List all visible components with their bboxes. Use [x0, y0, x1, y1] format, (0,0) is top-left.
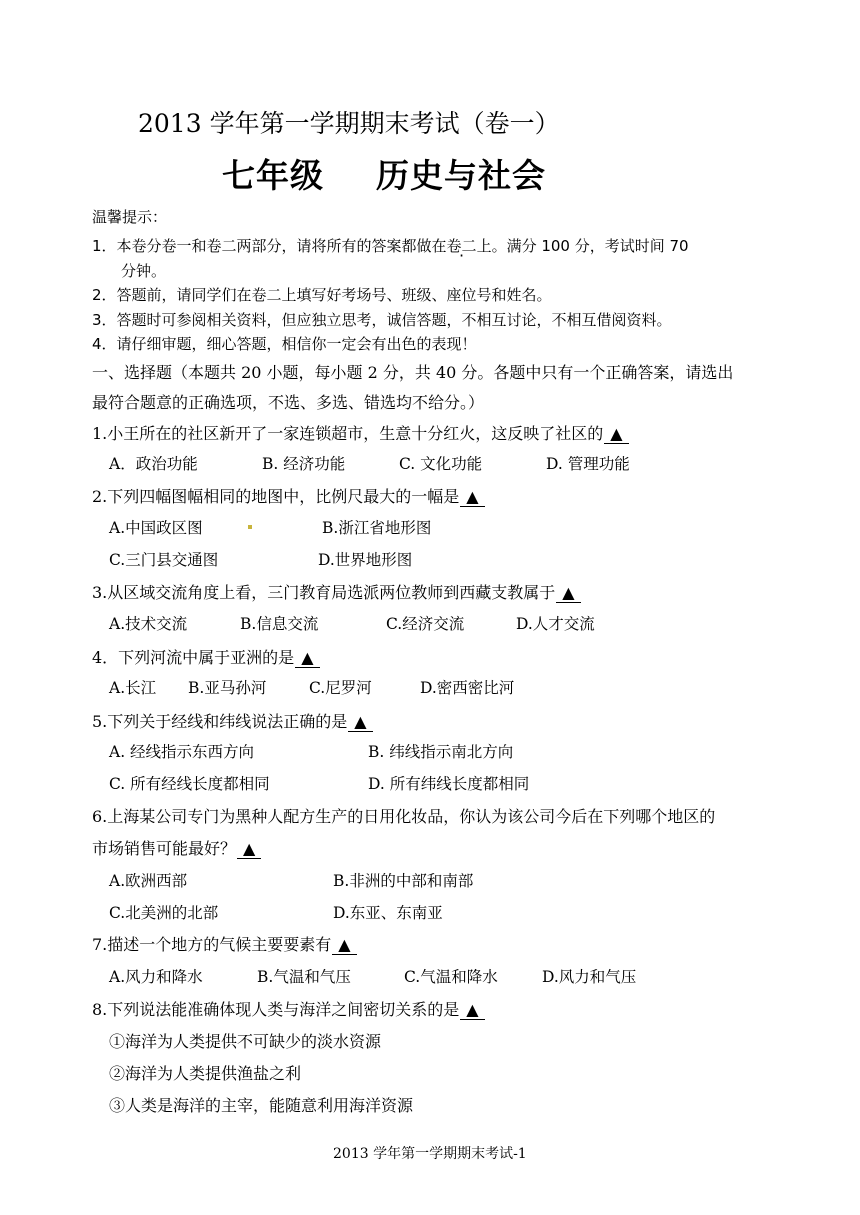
- notice-item-4: 4．请仔细审题，细心答题，相信你一定会有出色的表现！: [92, 335, 477, 353]
- q8-statement-3: ③人类是海洋的主宰，能随意利用海洋资源: [109, 1096, 414, 1115]
- q5-option-c: C. 所有经线长度都相同: [109, 775, 270, 793]
- q5-option-d: D. 所有纬线长度都相同: [368, 775, 530, 793]
- q3-option-d: D.人才交流: [516, 615, 595, 633]
- notice-item-1-emphasis: 卷二: [446, 237, 477, 255]
- notice-item-3: 3．答题时可参阅相关资料，但应独立思考，诚信答题，不相互讨论，不相互借阅资料。: [92, 311, 672, 329]
- q6-option-a: A.欧洲西部: [109, 872, 188, 890]
- question-7-text: 7.描述一个地方的气候主要要素有: [92, 935, 332, 954]
- answer-blank-6: ▲: [237, 840, 261, 859]
- notice-item-1: [92, 235, 689, 256]
- answer-blank-8: ▲: [460, 1001, 484, 1020]
- answer-blank-4: ▲: [295, 649, 319, 668]
- q6-option-c: C.北美洲的北部: [109, 904, 219, 922]
- stray-dot: [248, 525, 252, 529]
- q1-option-b: B. 经济功能: [262, 455, 346, 473]
- q1-option-a: A．政治功能: [109, 455, 198, 473]
- question-4-stem: [92, 645, 320, 668]
- page-footer: 2013 学年第一学期期末考试-1: [333, 1146, 527, 1162]
- q6-option-b: B.非洲的中部和南部: [333, 872, 474, 890]
- q2-option-a: A.中国政区图: [109, 519, 203, 537]
- q7-option-c: C.气温和降水: [404, 968, 498, 986]
- q2-option-c: C.三门县交通图: [109, 551, 219, 569]
- q4-option-a: A.长江: [109, 679, 157, 697]
- question-4-text: 4．下列河流中属于亚洲的是: [92, 648, 295, 667]
- question-5-stem: [92, 709, 373, 732]
- answer-blank-7: ▲: [332, 936, 356, 955]
- question-6-stem: 6.上海某公司专门为黑种人配方生产的日用化妆品，你认为该公司今后在下列哪个地区的: [92, 807, 716, 826]
- section-heading-line2: 最符合题意的正确选项，不选、多选、错选均不给分。）: [92, 393, 485, 412]
- question-3-stem: [92, 580, 581, 603]
- q5-option-a: A. 经线指示东西方向: [109, 743, 255, 761]
- section-heading-line1: 一、选择题（本题共 20 小题，每小题 2 分，共 40 分。各题中只有一个正确答案，请选出: [92, 363, 734, 382]
- notice-item-1-cont: 分钟。: [121, 262, 167, 280]
- answer-blank-1: ▲: [604, 425, 628, 444]
- grade-label: 七年级: [222, 156, 324, 195]
- subject-label: 历史与社会: [376, 156, 546, 195]
- q5-option-b: B. 纬线指示南北方向: [368, 743, 514, 761]
- answer-blank-5: ▲: [348, 713, 372, 732]
- q3-option-c: C.经济交流: [386, 615, 465, 633]
- q1-option-c: C. 文化功能: [399, 455, 483, 473]
- q2-option-b: B.浙江省地形图: [322, 519, 432, 537]
- notice-heading: 温馨提示：: [92, 208, 168, 226]
- answer-blank-3: ▲: [556, 584, 580, 603]
- q8-statement-2: ②海洋为人类提供渔盐之利: [109, 1064, 302, 1083]
- q4-option-c: C.尼罗河: [309, 679, 372, 697]
- question-7-stem: [92, 932, 357, 955]
- q7-option-b: B.气温和气压: [257, 968, 351, 986]
- notice-item-1-text-b: 上。满分 100 分，考试时间 70: [476, 237, 689, 255]
- question-8-text: 8.下列说法能准确体现人类与海洋之间密切关系的是: [92, 1000, 460, 1019]
- exam-title: 2013 学年第一学期期末考试（卷一）: [138, 109, 560, 138]
- question-1-stem: [92, 421, 629, 444]
- question-8-stem: [92, 997, 485, 1020]
- question-2-text: 2.下列四幅图幅相同的地图中，比例尺最大的一幅是: [92, 487, 460, 506]
- q3-option-a: A.技术交流: [109, 615, 188, 633]
- question-6-stem-cont: [92, 836, 261, 859]
- q7-option-a: A.风力和降水: [109, 968, 203, 986]
- q7-option-d: D.风力和气压: [542, 968, 637, 986]
- notice-item-1-text-a: 1．本卷分卷一和卷二两部分，请将所有的答案都做在: [92, 237, 447, 255]
- notice-item-2: 2．答题前，请同学们在卷二上填写好考场号、班级、座位号和姓名。: [92, 286, 552, 304]
- question-3-text: 3.从区域交流角度上看，三门教育局选派两位教师到西藏支教属于: [92, 583, 556, 602]
- q8-statement-1: ①海洋为人类提供不可缺少的淡水资源: [109, 1032, 382, 1051]
- q3-option-b: B.信息交流: [240, 615, 319, 633]
- question-6-text-cont: 市场销售可能最好？: [92, 839, 237, 858]
- q6-option-d: D.东亚、东南亚: [333, 904, 443, 922]
- answer-blank-2: ▲: [460, 488, 484, 507]
- question-2-stem: [92, 484, 485, 507]
- q2-option-d: D.世界地形图: [318, 551, 413, 569]
- q4-option-b: B.亚马孙河: [188, 679, 267, 697]
- question-1-text: 1.小王所在的社区新开了一家连锁超市，生意十分红火，这反映了社区的: [92, 424, 604, 443]
- q4-option-d: D.密西密比河: [420, 679, 515, 697]
- exam-subtitle: [222, 150, 546, 197]
- question-5-text: 5.下列关于经线和纬线说法正确的是: [92, 712, 348, 731]
- q1-option-d: D. 管理功能: [546, 455, 630, 473]
